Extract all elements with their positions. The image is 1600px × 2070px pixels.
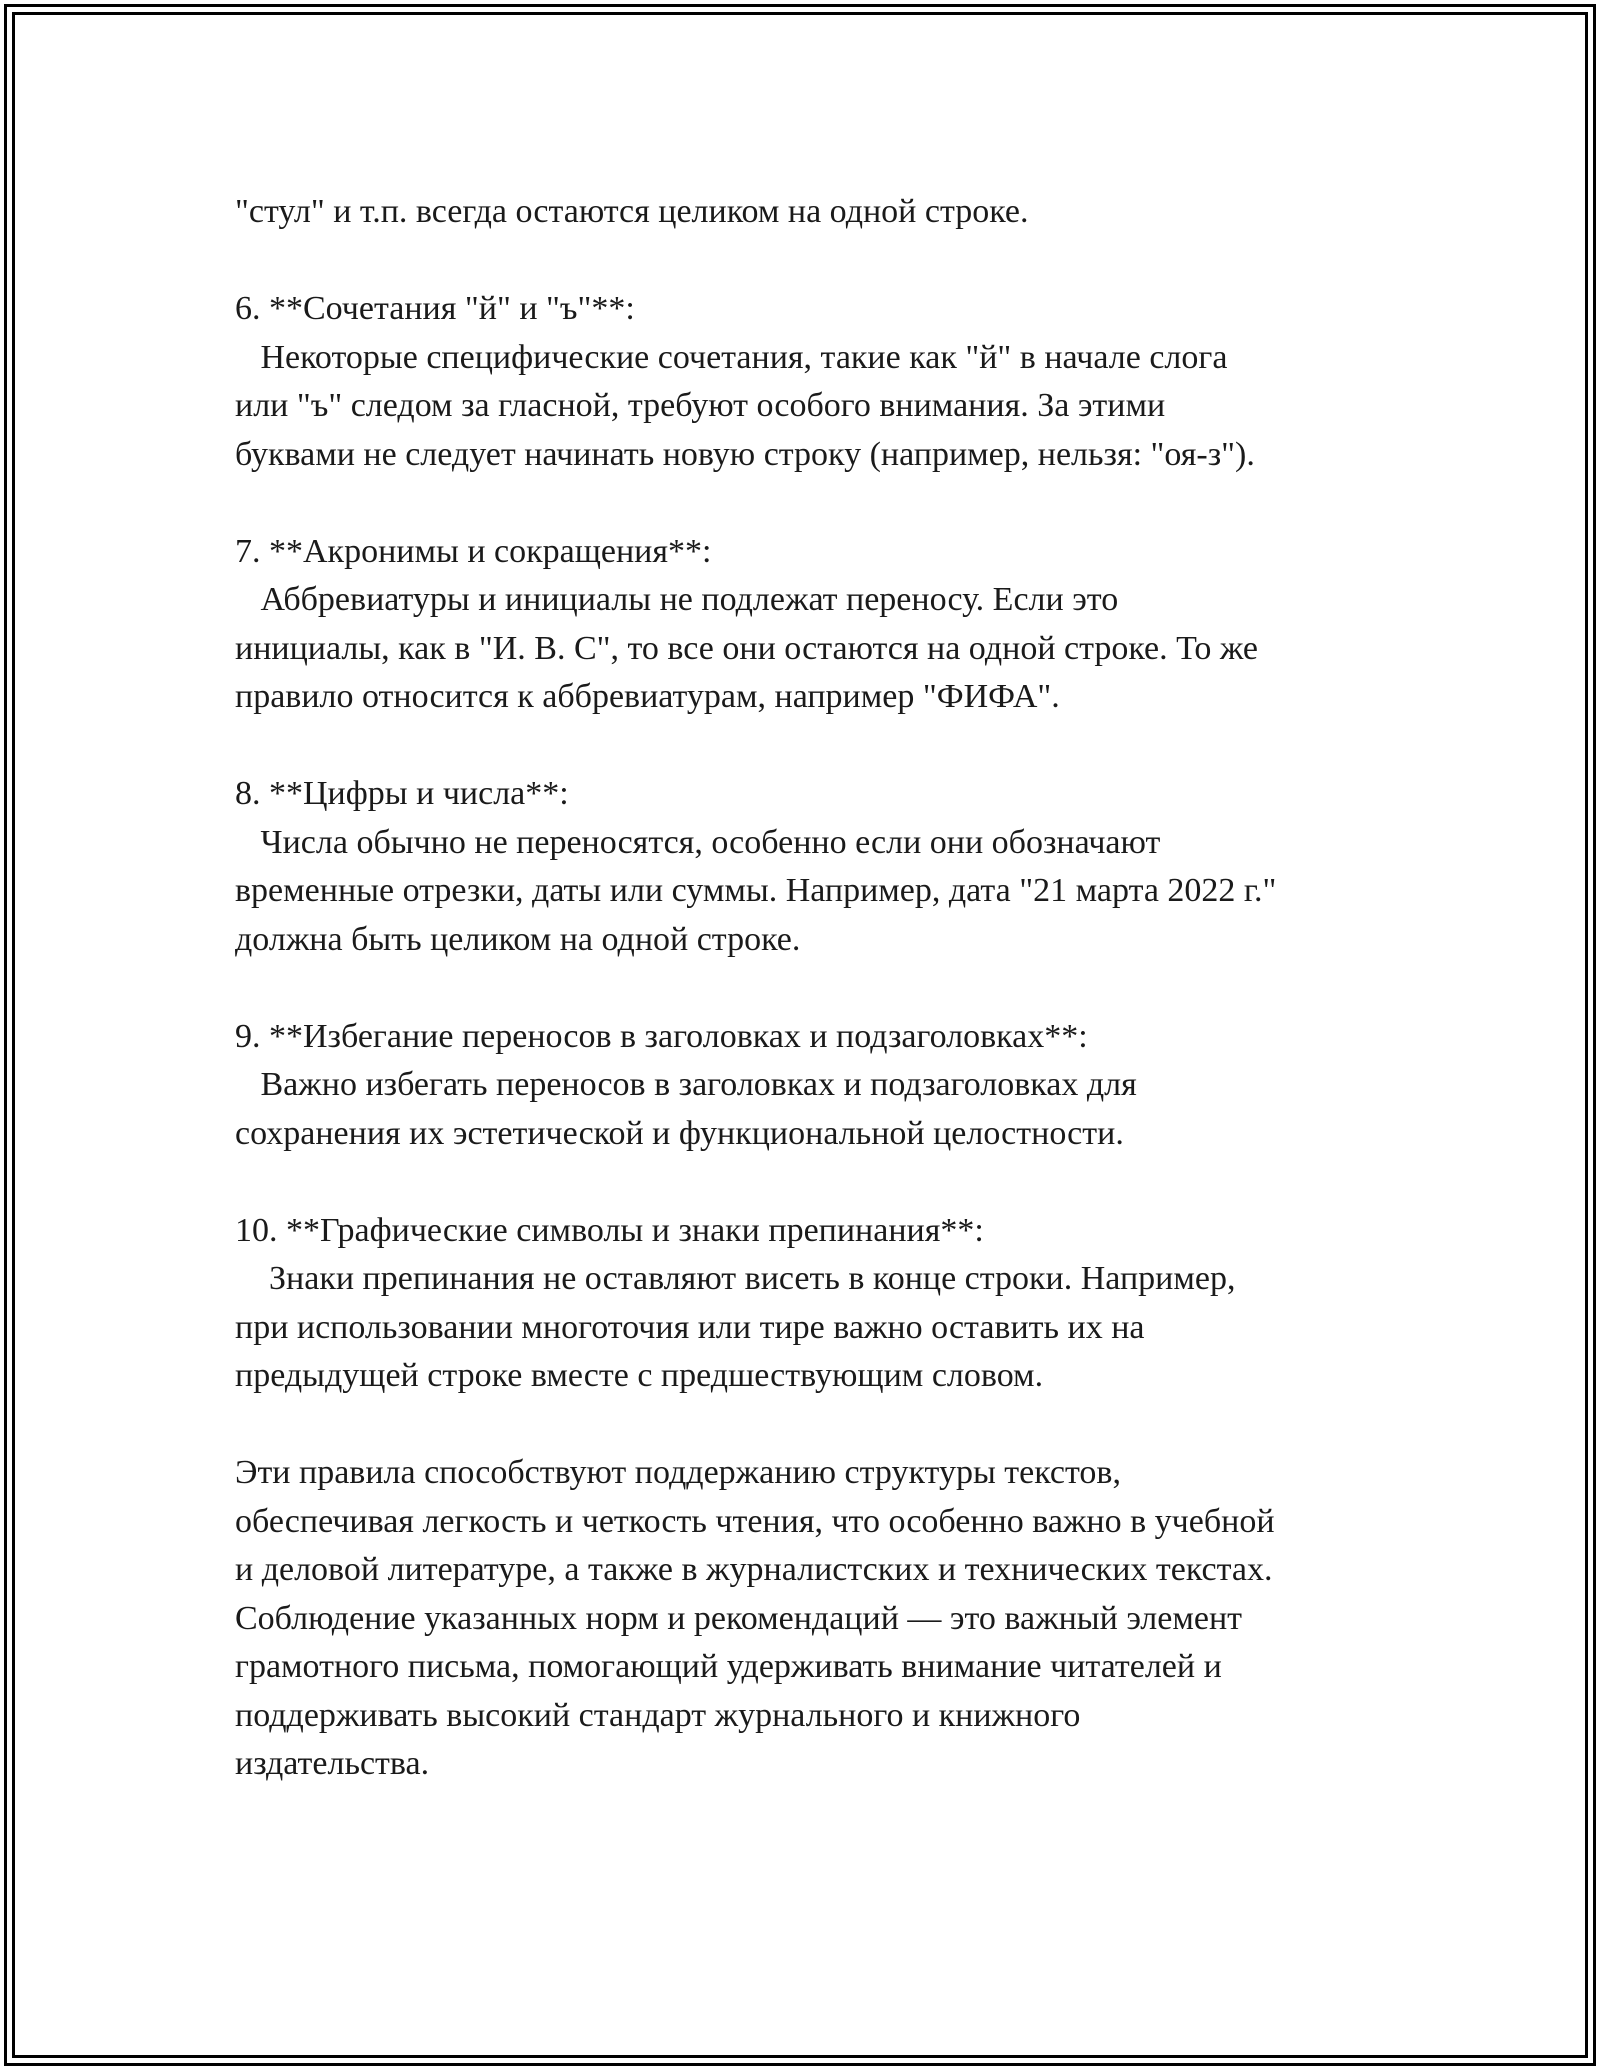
section-text-line: правило относится к аббревиатурам, например "ФИФА". [235, 678, 1060, 715]
section-text-line: предыдущей строке вместе с предшествующим словом. [235, 1357, 1044, 1394]
conclusion-line: грамотного письма, помогающий удерживать внимание читателей и [235, 1648, 1222, 1685]
document-body [235, 188, 1395, 1789]
section-text-line: временные отрезки, даты или суммы. Например, дата "21 марта 2022 г." [235, 872, 1277, 909]
section-text-line: должна быть целиком на одной строке. [235, 920, 801, 958]
section-text-line: при использовании многоточия или тире важно оставить их на [235, 1308, 1145, 1346]
section-heading: 9. **Избегание переносов в заголовках и подзаголовках**: [235, 1017, 1088, 1055]
section-heading: 6. **Сочетания "й" и "ъ"**: [235, 290, 635, 327]
paragraph-gap [235, 237, 1395, 286]
section-text-line: или "ъ" следом за гласной, требуют особого внимания. За этими [235, 387, 1166, 424]
section-6 [235, 285, 1395, 479]
section-7 [235, 528, 1395, 722]
conclusion-line: и деловой литературе, а также в журналистских и технических текстах. [235, 1551, 1273, 1588]
section-text-line: Числа обычно не переносятся, особенно если они обозначают [235, 823, 1161, 861]
section-text-line: буквами не следует начинать новую строку (например, нельзя: "оя-з"). [235, 435, 1255, 473]
section-10 [235, 1207, 1395, 1401]
conclusion-line: поддерживать высокий стандарт журнального и книжного [235, 1696, 1081, 1734]
intro-line: "стул" и т.п. всегда остаются целиком на одной строке. [235, 193, 1029, 230]
paragraph-gap [235, 1401, 1395, 1450]
conclusion-line: Эти правила способствуют поддержанию структуры текстов, [235, 1454, 1121, 1491]
paragraph-gap [235, 964, 1395, 1013]
section-text-line: сохранения их эстетической и функциональной целостности. [235, 1114, 1124, 1152]
section-heading: 10. **Графические символы и знаки препинания**: [235, 1211, 984, 1249]
paragraph-gap [235, 722, 1395, 771]
conclusion-line: Соблюдение указанных норм и рекомендаций — это важный элемент [235, 1599, 1243, 1637]
section-heading: 8. **Цифры и числа**: [235, 775, 569, 812]
section-text-line: Некоторые специфические сочетания, такие как "й" в начале слога [235, 338, 1228, 376]
section-text-line: Аббревиатуры и инициалы не подлежат переносу. Если это [235, 581, 1119, 618]
section-9 [235, 1013, 1395, 1159]
conclusion-line: обеспечивая легкость и четкость чтения, что особенно важно в учебной [235, 1502, 1275, 1540]
section-8 [235, 770, 1395, 964]
conclusion-line: издательства. [235, 1745, 430, 1782]
paragraph-gap [235, 479, 1395, 528]
conclusion-paragraph [235, 1449, 1395, 1789]
paragraph-gap [235, 1158, 1395, 1207]
section-text-line: инициалы, как в "И. В. С", то все они остаются на одной строке. То же [235, 629, 1258, 667]
section-text-line: Знаки препинания не оставляют висеть в конце строки. Например, [235, 1260, 1236, 1297]
section-heading: 7. **Акронимы и сокращения**: [235, 532, 712, 570]
section-text-line: Важно избегать переносов в заголовках и подзаголовках для [235, 1066, 1137, 1103]
